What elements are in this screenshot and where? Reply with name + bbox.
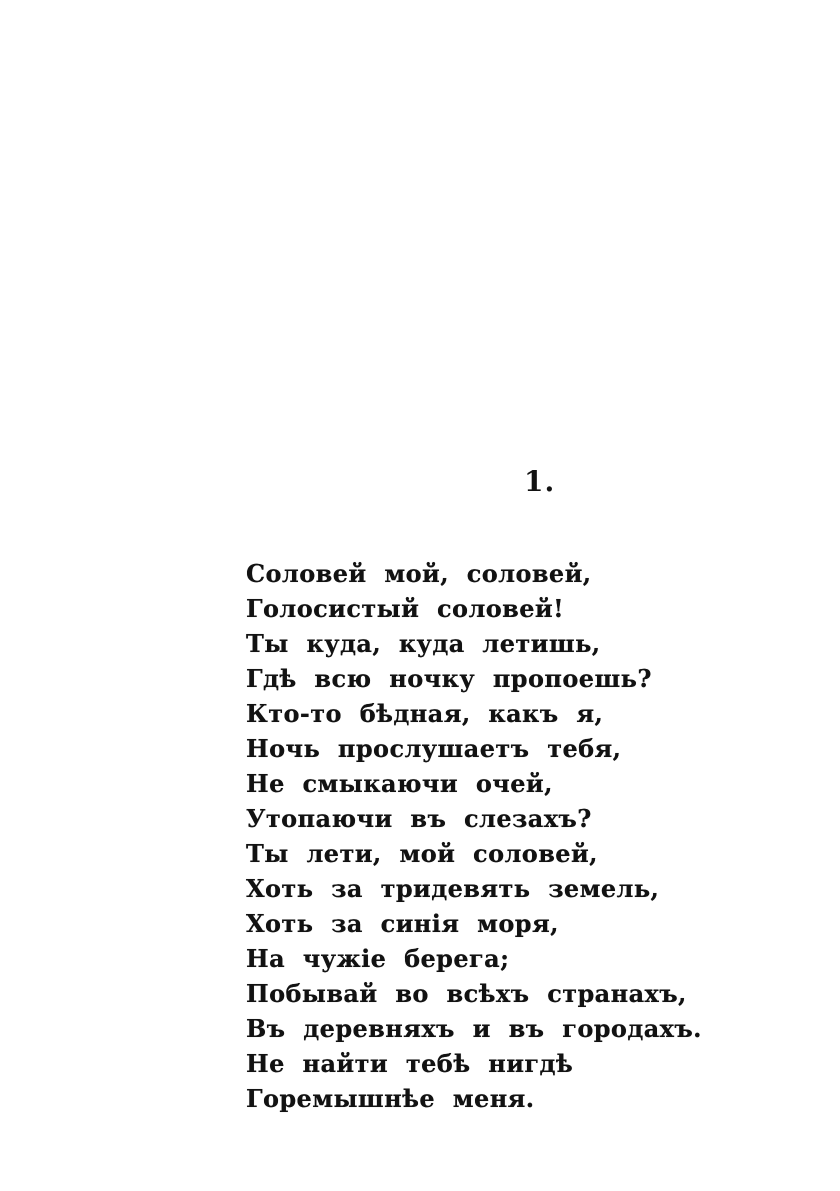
poem-line: Ты куда, куда летишь, [246, 629, 601, 658]
poem-number-heading: 1. [524, 465, 556, 498]
poem-line: Ты лети, мой соловей, [246, 839, 598, 868]
poem-line: Гдѣ всю ночку пропоешь? [246, 664, 652, 693]
poem-line: Кто-то бѣдная, какъ я, [246, 699, 604, 728]
poem-line: Ночь прослушаетъ тебя, [246, 734, 622, 763]
poem-text-block [246, 556, 702, 1116]
poem-line: Въ деревняхъ и въ городахъ. [246, 1014, 702, 1043]
poem-line: Хоть за синія моря, [246, 909, 559, 938]
poem-line: Не смыкаючи очей, [246, 769, 553, 798]
poem-line: Горемышнѣе меня. [246, 1084, 535, 1113]
poem-line: Утопаючи въ слезахъ? [246, 804, 592, 833]
poem-line: Соловей мой, соловей, [246, 559, 592, 588]
poem-line: На чужіе берега; [246, 944, 510, 973]
poem-line: Не найти тебѣ нигдѣ [246, 1049, 574, 1078]
poem-line: Голосистый соловей! [246, 594, 565, 623]
poem-line: Побывай во всѣхъ странахъ, [246, 979, 687, 1008]
poem-line: Хоть за тридевять земель, [246, 874, 660, 903]
